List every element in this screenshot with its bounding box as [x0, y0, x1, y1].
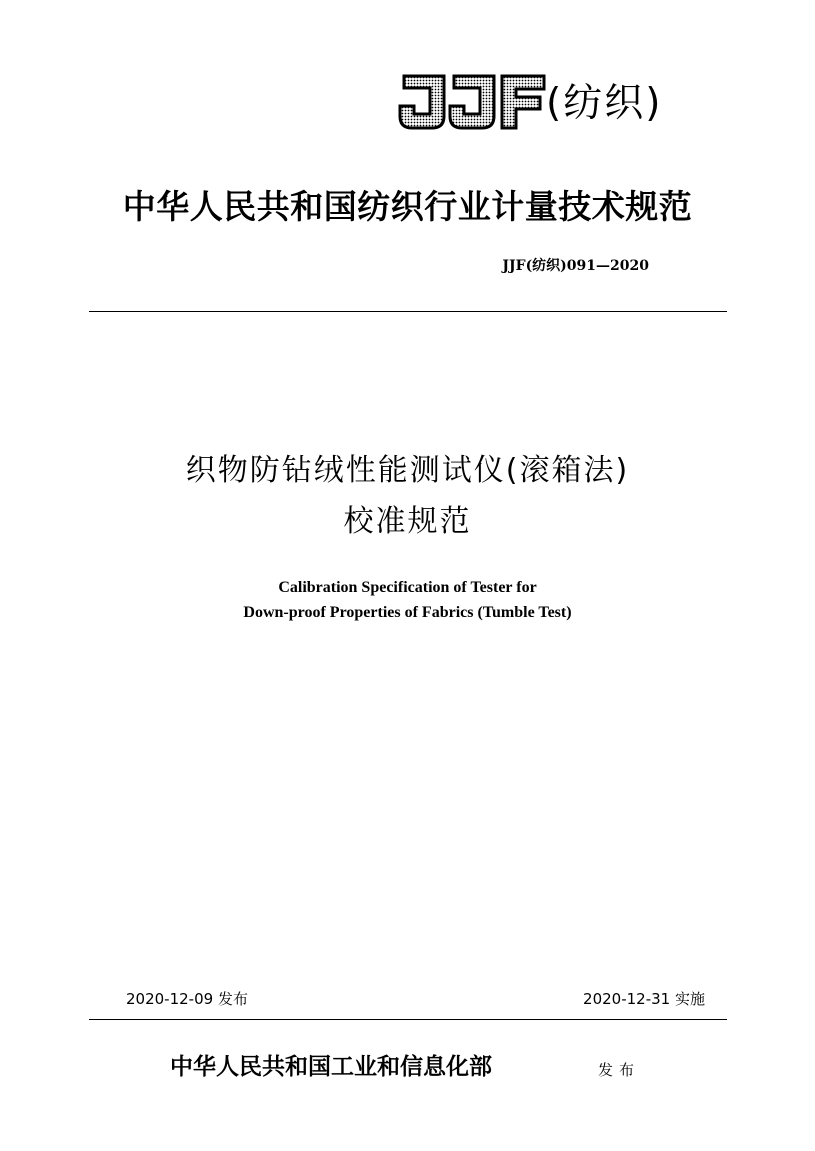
standard-number: JJF(纺织)091—2020 — [502, 258, 649, 274]
issue-date: 2020-12-09 发布 — [126, 990, 248, 1008]
issuer-suffix: 发布 — [598, 1061, 641, 1079]
logo-suffix: (纺织) — [546, 81, 663, 126]
document-title-cn-line2: 校准规范 — [343, 504, 472, 539]
document-title-en-line2: Down-proof Properties of Fabrics (Tumble Test) — [243, 604, 572, 621]
bottom-divider — [89, 1019, 727, 1020]
series-title: 中华人民共和国纺织行业计量技术规范 — [122, 187, 693, 226]
document-title-cn-line1: 织物防钻绒性能测试仪(滚箱法) — [185, 453, 630, 488]
top-divider — [89, 311, 727, 312]
implementation-date: 2020-12-31 实施 — [583, 990, 705, 1008]
document-title-en-line1: Calibration Specification of Tester for — [278, 579, 537, 596]
issuer-name: 中华人民共和国工业和信息化部 — [170, 1053, 492, 1080]
